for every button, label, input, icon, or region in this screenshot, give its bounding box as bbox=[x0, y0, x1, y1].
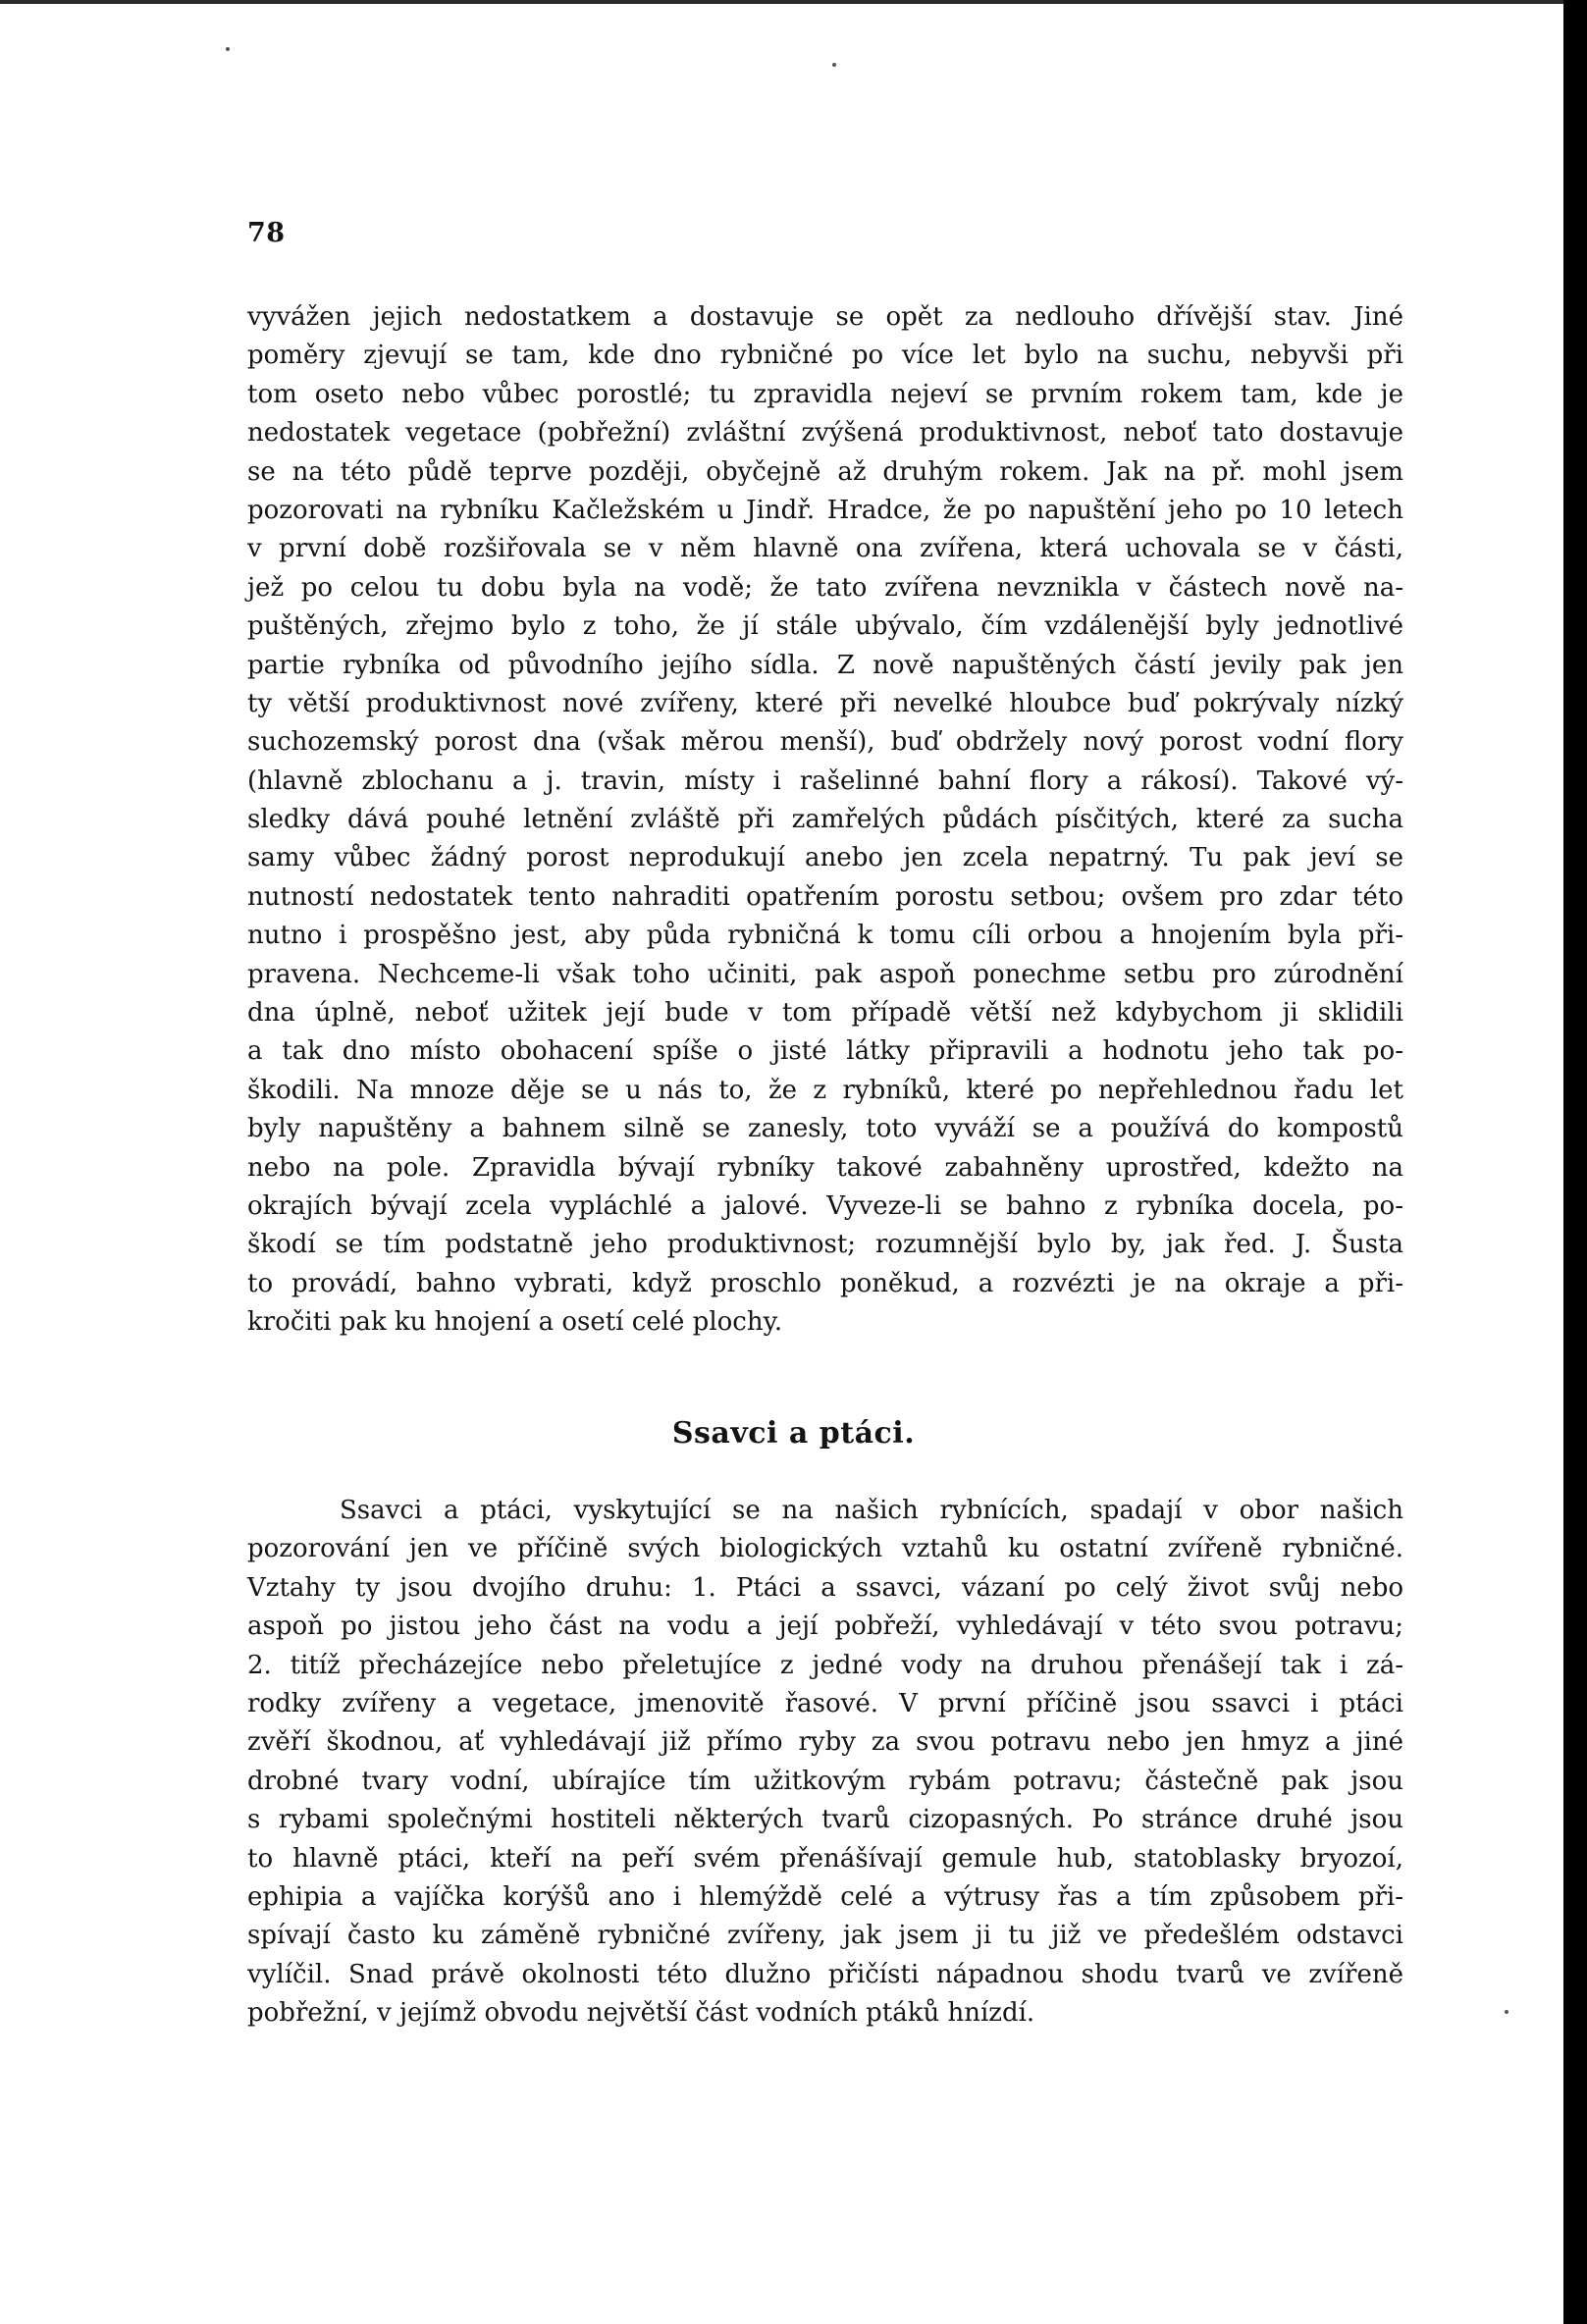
scan-border-right bbox=[1563, 0, 1587, 2324]
text-line: nutností nedostatek tento nahraditi opatřením porostu setbou; ovšem pro zdar této bbox=[247, 881, 1403, 912]
text-line: vylíčil. Snad právě okolnosti této dlužno přičísti nápadnou shodu tvarů ve zvířeně bbox=[247, 1959, 1403, 1989]
text-line: spívají často ku záměně rybničné zvířeny, jak jsem ji tu již ve předešlém odstavci bbox=[247, 1921, 1403, 1951]
text-line: v první době rozšiřovala se v něm hlavně ona zvířena, která uchovala se v části, bbox=[247, 534, 1403, 564]
text-line: Vztahy ty jsou dvojího druhu: 1. Ptáci a ssavci, vázaní po celý život svůj nebo bbox=[247, 1572, 1403, 1603]
section-heading: Ssavci a ptáci. bbox=[671, 1416, 916, 1451]
text-line: pozorování jen ve příčině svých biologických vztahů ku ostatní zvířeně rybničné. bbox=[247, 1534, 1403, 1564]
text-line: a tak dno místo obohacení spíše o jisté látky připravili a hodnotu jeho tak po- bbox=[247, 1036, 1403, 1067]
text-line: (hlavně zblochanu a j. travin, místy i rašelinné bahní flory a rákosí). Takové vý- bbox=[247, 766, 1403, 796]
text-line: dna úplně, neboť užitek její bude v tom případě větší než kdybychom ji sklidili bbox=[247, 998, 1403, 1029]
text-line: okrajích bývají zcela vypláchlé a jalové. Vyveze-li se bahno z rybníka docela, po- bbox=[247, 1190, 1403, 1221]
text-line: sledky dává pouhé letnění zvláště při zamřelých půdách písčitých, které za sucha bbox=[247, 805, 1403, 835]
text-line: to hlavně ptáci, kteří na peří svém přenášívají gemule hub, statoblasky bryozoí, bbox=[247, 1843, 1403, 1874]
text-line: tom oseto nebo vůbec porostlé; tu zpravidla nejeví se prvním rokem tam, kde je bbox=[247, 379, 1403, 409]
text-line: pravena. Nechceme-li však toho učiniti, pak aspoň ponechme setbu pro zúrodnění bbox=[247, 959, 1403, 989]
text-line: pobřežní, v jejímž obvodu největší část vodních ptáků hnízdí. bbox=[247, 1998, 1035, 2029]
text-line: rodky zvířeny a vegetace, jmenovitě řasové. V první příčině jsou ssavci i ptáci bbox=[247, 1688, 1403, 1718]
page-number: 78 bbox=[247, 218, 286, 248]
text-line: to provádí, bahno vybrati, když proschlo poněkud, a rozvézti je na okraje a při- bbox=[247, 1268, 1403, 1298]
text-line: škodí se tím podstatně jeho produktivnost; rozumnější bylo by, jak řed. J. Šusta bbox=[247, 1230, 1403, 1260]
text-line: byly napuštěny a bahnem silně se zanesly, toto vyváží se a používá do kompostů bbox=[247, 1114, 1403, 1144]
text-line: drobné tvary vodní, ubírajíce tím užitkovým rybám potravu; částečně pak jsou bbox=[247, 1766, 1403, 1796]
scan-speck bbox=[832, 63, 836, 67]
text-line: samy vůbec žádný porost neprodukují anebo jen zcela nepatrný. Tu pak jeví se bbox=[247, 843, 1403, 873]
text-line: suchozemský porost dna (však měrou menší), buď obdržely nový porost vodní flory bbox=[247, 727, 1403, 758]
text-line: ty větší produktivnost nové zvířeny, které při nevelké hloubce buď pokrývaly nízký bbox=[247, 688, 1403, 718]
text-line: poměry zjevují se tam, kde dno rybničné po více let bylo na suchu, nebyvši při bbox=[247, 341, 1403, 371]
text-line: nedostatek vegetace (pobřežní) zvláštní zvýšená produktivnost, neboť tato dostavuje bbox=[247, 418, 1403, 449]
text-line: Ssavci a ptáci, vyskytující se na našich rybnících, spadají v obor našich bbox=[340, 1496, 1403, 1525]
scan-border-top bbox=[0, 0, 1587, 4]
paragraph-2 bbox=[247, 1492, 1403, 2033]
paragraph-1 bbox=[247, 298, 1403, 1343]
text-line: ephipia a vajíčka korýšů ano i hlemýždě celé a výtrusy řas a tím způsobem při- bbox=[247, 1881, 1403, 1912]
text-line: nutno i prospěšno jest, aby půda rybničná k tomu cíli orbou a hnojením byla při- bbox=[247, 921, 1403, 951]
text-line: s rybami společnými hostiteli některých tvarů cizopasných. Po stránce druhé jsou bbox=[247, 1805, 1403, 1835]
text-line: jež po celou tu dobu byla na vodě; že tato zvířena nevznikla v částech nově na- bbox=[247, 572, 1403, 603]
text-line: aspoň po jistou jeho část na vodu a její pobřeží, vyhledávají v této svou potravu; bbox=[247, 1611, 1403, 1642]
text-line: se na této půdě teprve později, obyčejně až druhým rokem. Jak na př. mohl jsem bbox=[247, 456, 1403, 487]
text-line: zvěří škodnou, ať vyhledávají již přímo ryby za svou potravu nebo jen hmyz a jiné bbox=[247, 1727, 1403, 1758]
scan-speck bbox=[1505, 2010, 1508, 2014]
scan-speck bbox=[226, 47, 230, 51]
text-line: partie rybníka od původního jejího sídla. Z nově napuštěných částí jevily pak jen bbox=[247, 650, 1403, 680]
text-line: škodili. Na mnoze děje se u nás to, že z rybníků, které po nepřehlednou řadu let bbox=[247, 1075, 1403, 1105]
text-line: puštěných, zřejmo bylo z toho, že jí stále ubývalo, čím vzdálenější byly jednotlivé bbox=[247, 611, 1403, 642]
text-line: kročiti pak ku hnojení a osetí celé plochy. bbox=[247, 1307, 783, 1338]
text-line: pozorovati na rybníku Kačležském u Jindř. Hradce, že po napuštění jeho po 10 letech bbox=[247, 495, 1403, 525]
text-line: nebo na pole. Zpravidla bývají rybníky takové zabahněny uprostřed, kdežto na bbox=[247, 1152, 1403, 1183]
text-line: vyvážen jejich nedostatkem a dostavuje se opět za nedlouho dřívější stav. Jiné bbox=[247, 302, 1403, 332]
text-line: 2. titíž přecházejíce nebo přeletujíce z jedné vody na druhou přenášejí tak i zá- bbox=[247, 1650, 1403, 1680]
